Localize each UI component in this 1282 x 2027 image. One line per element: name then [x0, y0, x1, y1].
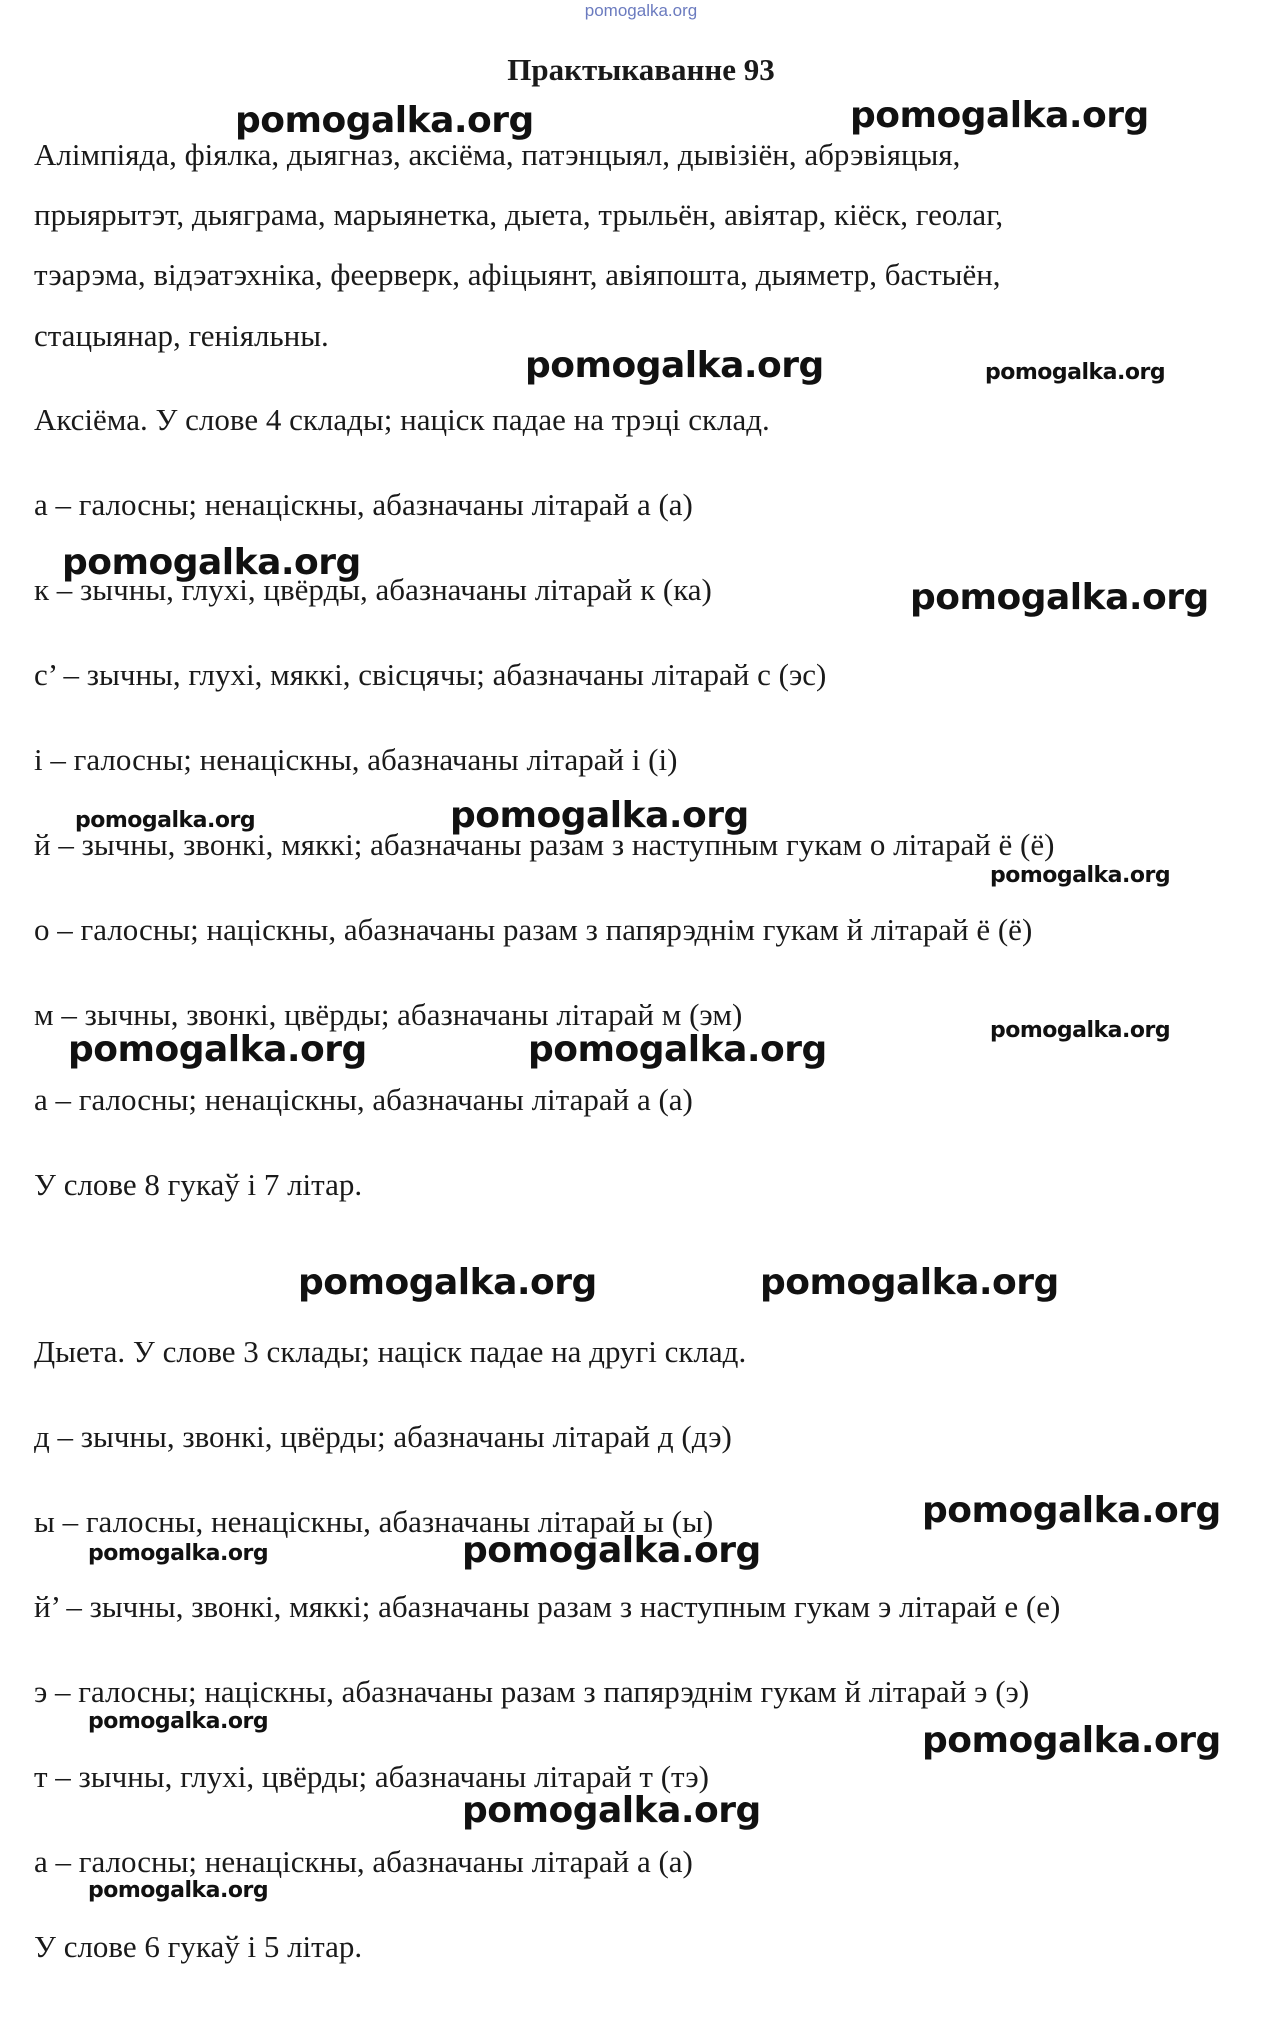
watermark: pomogalka.org — [88, 1709, 269, 1734]
page-title: Практыкаванне 93 — [507, 52, 775, 87]
intro-line: Алімпіяда, фіялка, дыягназ, аксіёма, патэнцыял, дывізіён, абрэвіяцыя, — [34, 137, 961, 172]
word1-sound: о – галосны; націскны, абазначаны разам з папярэднім гукам й літарай ё (ё) — [34, 912, 1033, 947]
word2-sound: ы – галосны, ненаціскны, абазначаны літарай ы (ы) — [34, 1504, 714, 1539]
watermark: pomogalka.org — [75, 808, 256, 833]
watermark: pomogalka.org — [450, 795, 749, 836]
word2-sound: т – зычны, глухі, цвёрды; абазначаны літарай т (тэ) — [34, 1759, 709, 1794]
watermark: pomogalka.org — [525, 345, 824, 386]
watermark: pomogalka.org — [922, 1720, 1221, 1761]
watermark: pomogalka.org — [985, 360, 1166, 385]
word1-sound: й – зычны, звонкі, мяккі; абазначаны разам з наступным гукам о літарай ё (ё) — [34, 827, 1055, 862]
word2-sound: д – зычны, звонкі, цвёрды; абазначаны літарай д (дэ) — [34, 1419, 732, 1454]
word1-sound: а – галосны; ненаціскны, абазначаны літарай а (а) — [34, 1082, 693, 1117]
word2-summary: У слове 6 гукаў і 5 літар. — [34, 1929, 363, 1964]
watermark: pomogalka.org — [462, 1790, 761, 1831]
watermark: pomogalka.org — [990, 863, 1171, 888]
word2-heading: Дыета. У слове 3 склады; націск падае на другі склад. — [34, 1334, 747, 1369]
word2-sound: э – галосны; націскны, абазначаны разам з папярэднім гукам й літарай э (э) — [34, 1674, 1030, 1709]
top-watermark: pomogalka.org — [584, 1, 698, 20]
intro-line: тэарэма, відэатэхніка, феерверк, афіцыянт, авіяпошта, дыяметр, бастыён, — [34, 257, 1001, 292]
word1-sound: і – галосны; ненаціскны, абазначаны літарай і (і) — [34, 742, 678, 777]
watermark: pomogalka.org — [760, 1262, 1059, 1303]
watermark: pomogalka.org — [922, 1490, 1221, 1531]
watermark: pomogalka.org — [528, 1029, 827, 1070]
word1-sound: с’ – зычны, глухі, мяккі, свісцячы; абазначаны літарай с (эс) — [34, 657, 827, 692]
watermark: pomogalka.org — [850, 95, 1149, 136]
word1-sound: а – галосны; ненаціскны, абазначаны літарай а (а) — [34, 487, 693, 522]
word1-sound: м – зычны, звонкі, цвёрды; абазначаны літарай м (эм) — [34, 997, 743, 1032]
word2-sound: а – галосны; ненаціскны, абазначаны літарай а (а) — [34, 1844, 693, 1879]
watermark: pomogalka.org — [62, 542, 361, 583]
word2-sound: й’ – зычны, звонкі, мяккі; абазначаны разам з наступным гукам э літарай е (е) — [34, 1589, 1061, 1624]
word1-sound: к – зычны, глухі, цвёрды, абазначаны літарай к (ка) — [34, 572, 712, 607]
watermark: pomogalka.org — [462, 1530, 761, 1571]
intro-line: прыярытэт, дыяграма, марыянетка, дыета, трыльён, авіятар, кіёск, геолаг, — [34, 197, 1004, 232]
watermark: pomogalka.org — [68, 1029, 367, 1070]
watermark: pomogalka.org — [298, 1262, 597, 1303]
watermark: pomogalka.org — [235, 100, 534, 141]
watermark: pomogalka.org — [88, 1541, 269, 1566]
intro-line: стацыянар, геніяльны. — [34, 318, 329, 353]
word1-summary: У слове 8 гукаў і 7 літар. — [34, 1167, 363, 1202]
watermark: pomogalka.org — [910, 577, 1209, 618]
word1-heading: Аксіёма. У слове 4 склады; націск падае на трэці склад. — [34, 402, 770, 437]
watermark: pomogalka.org — [990, 1018, 1171, 1043]
watermark: pomogalka.org — [88, 1878, 269, 1903]
